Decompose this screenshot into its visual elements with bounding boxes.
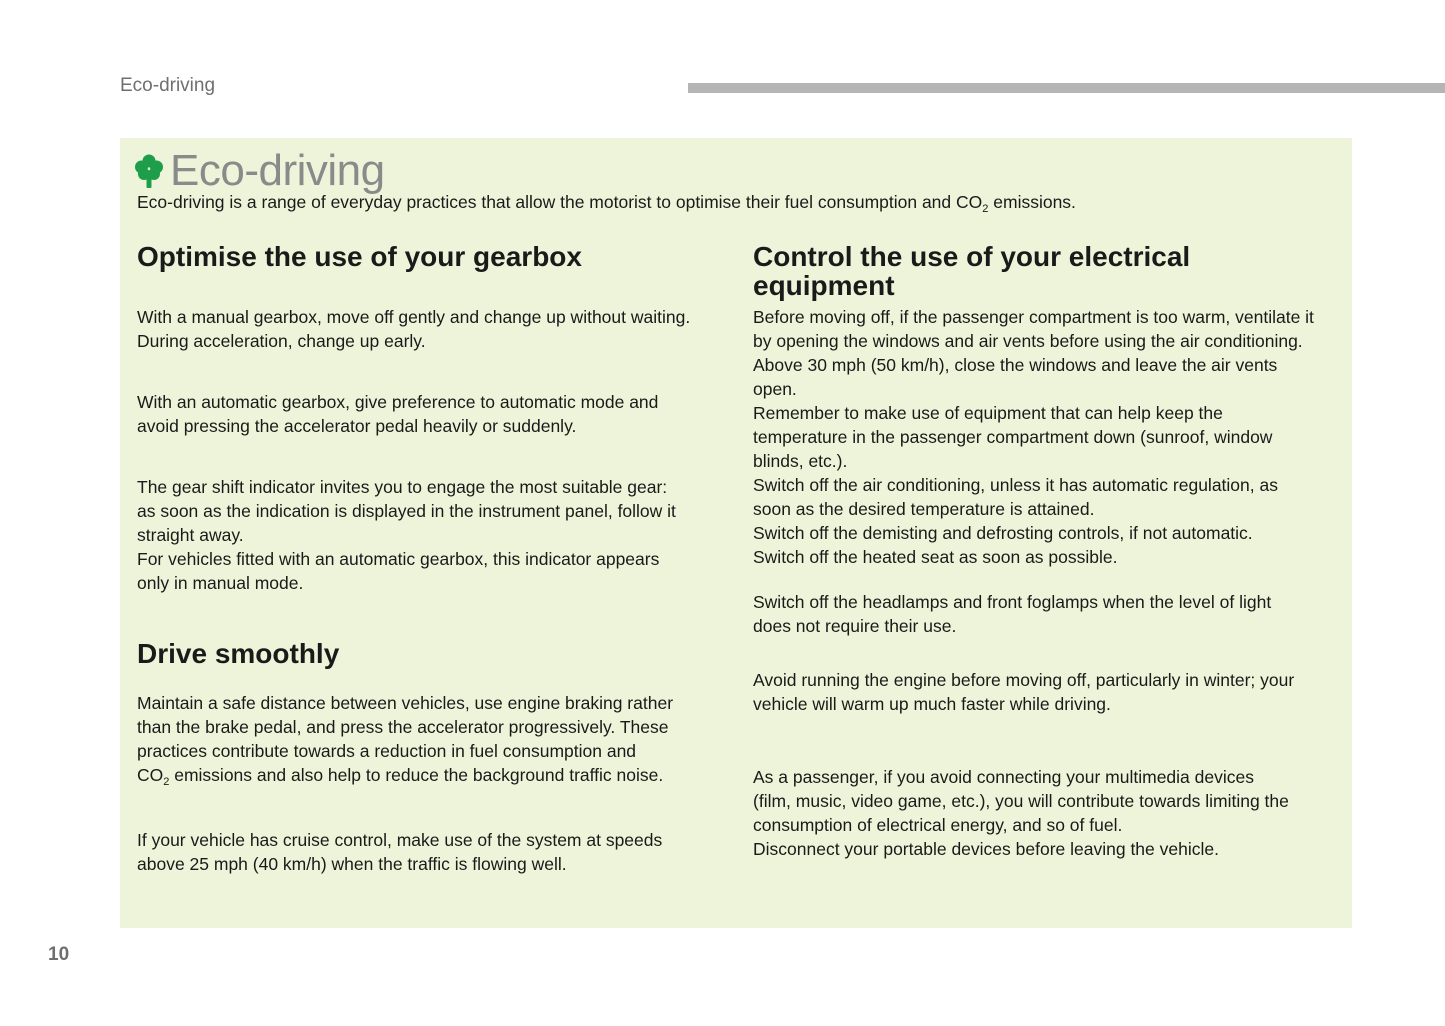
- automatic-gearbox-paragraph: With an automatic gearbox, give preference to automatic mode and avoid pressing the accelerator pedal heavily or suddenly.: [137, 392, 659, 436]
- electrical-equipment-heading: Control the use of your electrical equipment: [753, 241, 1191, 301]
- safe-distance-paragraph: Maintain a safe distance between vehicles, use engine braking rather than the brake pedal, and press the accelerator progressively. These practices contribute towards a reduction in fuel consumption and $CO_2$ emissions and also help to reduce the background traffic noise.: [137, 693, 674, 788]
- running-header: Eco-driving: [120, 75, 216, 96]
- page-number: 10: [48, 944, 70, 965]
- eco-driving-panel: [120, 138, 1352, 928]
- header-rule: [688, 83, 1445, 93]
- engine-idle-paragraph: Avoid running the engine before moving off, particularly in winter; your vehicle will warm up much faster while driving.: [753, 670, 1295, 714]
- drive-smoothly-heading: Drive smoothly: [137, 638, 340, 669]
- multimedia-devices-paragraph: As a passenger, if you avoid connecting your multimedia devices (film, music, video game, etc.), you will contribute towards limiting the consumption of electrical energy, and so of fuel. Disconnect your portable devices before leaving the vehicle.: [753, 767, 1289, 859]
- manual-gearbox-paragraph: With a manual gearbox, move off gently and change up without waiting. During acceleration, change up early.: [137, 307, 691, 351]
- ventilation-paragraph: Before moving off, if the passenger compartment is too warm, ventilate it by opening the windows and air vents before using the air conditioning. Above 30 mph (50 km/h), close the windows and leave the air vents open. Remember to make use of equipment that can help keep the temperature in the passenger compartment down (sunroof, window blinds, etc.). Switch off the air conditioning, unless it has automatic regulation, as soon as the desired temperature is attained. Switch off the demisting and defrosting controls, if not automatic. Switch off the heated seat as soon as possible.: [753, 307, 1314, 567]
- page-title: Eco-driving: [170, 146, 385, 195]
- headlamps-paragraph: Switch off the headlamps and front foglamps when the level of light does not require their use.: [753, 592, 1272, 636]
- intro-text: Eco-driving is a range of everyday practices that allow the motorist to optimise their fuel consumption and $CO_2$ emissions.: [137, 192, 1076, 215]
- title-row: [134, 146, 385, 196]
- gear-shift-indicator-paragraph: The gear shift indicator invites you to engage the most suitable gear: as soon as the indication is displayed in the instrument panel, follow it straight away. For vehicles fitted with an automatic gearbox, this indicator appears only in manual mode.: [137, 477, 676, 593]
- tree-icon: [134, 153, 164, 189]
- cruise-control-paragraph: If your vehicle has cruise control, make use of the system at speeds above 25 mph (40 km/h) when the traffic is flowing well.: [137, 830, 663, 874]
- gearbox-heading: Optimise the use of your gearbox: [137, 241, 582, 272]
